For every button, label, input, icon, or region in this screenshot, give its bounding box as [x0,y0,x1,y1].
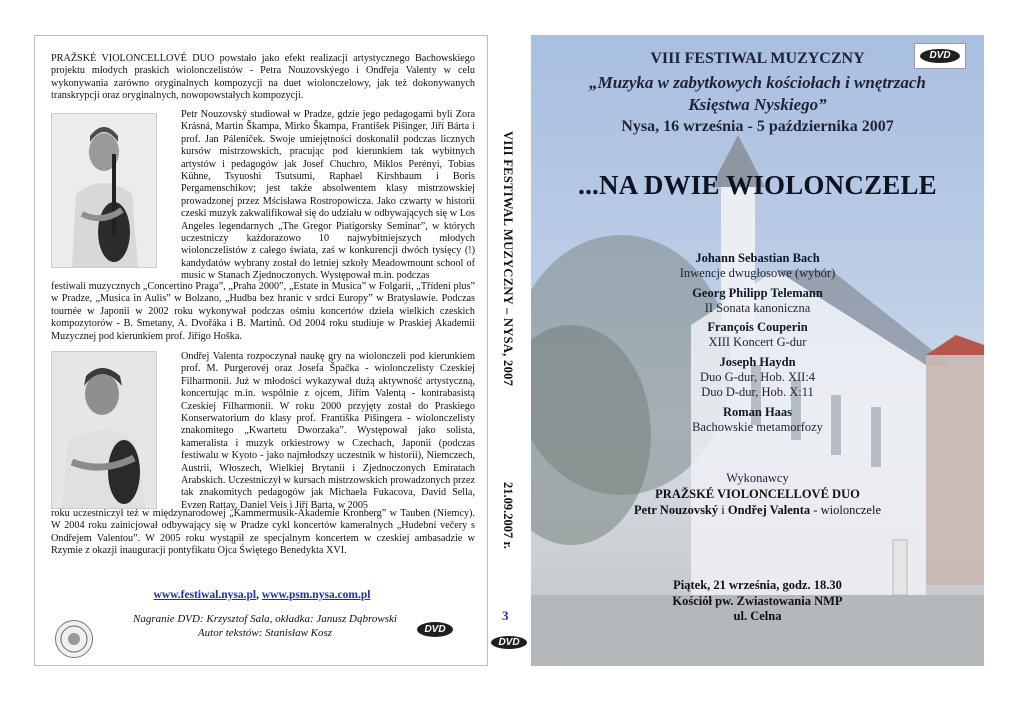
composer-name: François Couperin [707,320,808,334]
festival-subtitle [531,72,984,116]
spine-dvd-logo-icon: DVD [491,636,527,649]
bio-ondrej-valenta-continued: roku uczestniczył też w międzynarodowej „Kammermusik-Akademie Kronberg” w Tauben (Niemcy). W 2004 roku zainicjował odbywający się w Pradze cykl koncertów kameralnych „Hudební večery s Ondřejem Valentou”. W 2005 roku wystąpił ze specjalnym koncertem w czeskiej ambasadzie w Rzymie z okazji inauguracji pontyfikatu Ojca Świętego Benedykta XVI. [51,508,475,557]
work-title: Duo D-dur, Hob. X:11 [701,385,814,399]
spine [488,35,531,666]
performers-label: Wykonawcy [726,471,789,485]
ensemble-name: PRAŽSKÉ VIOLONCELLOVÉ DUO [655,487,860,501]
back-cover-panel [34,35,488,666]
festival-dates: Nysa, 16 września - 5 października 2007 [621,118,894,135]
work-title: Bachowskie metamorfozy [692,419,823,434]
concert-title: ...NA DWIE WIOLONCZELE [578,170,937,200]
performer-names [531,502,984,518]
front-cover [531,35,984,666]
program-item [531,319,984,351]
festival-title: VIII FESTIWAL MUZYCZNY [650,50,865,67]
festival-subtitle-line1: „Muzyka w zabytkowych kościołach i wnętrzach [589,73,926,92]
program-item [531,250,984,282]
spine-title: VIII FESTIWAL MUZYCZNY – NYSA, 2007 [501,131,515,387]
instrument-label: - wiolonczele [810,503,881,517]
bio-ondrej-valenta: Ondřej Valenta rozpoczynał naukę gry na wiolonczeli pod kierunkiem prof. M. Purgerovéj oraz Josefa Špačka - wiolonczelisty Czeskiej Filharmonii. Już w młodości wykazywał dużą aktywność artystyczną, koncertując m.in. wspólnie z ojcem, Jiřím Valentą - kontrabasistą Czeskiej Filharmonii. W roku 2000 przyjęty został do Praskiego Konserwatorium do klasy prof. Františka Pišingera - wiolonczelisty znakomitego „Kwartetu Dworzaka”. Występował jako solista, kameralista i muzyk orkiestrowy w Czechach, Japonii (podczas festiwalu w Kyoto - jako najmłodszy uczestnik w historii), Niemczech, Austrii, Włoszech, Wielkiej Brytanii i Zjednoczonych Emiratach Arabskich. Uczestniczył w kursach mistrzowskich prowadzonych przez tak znakomitych pedagogów jak Michaela Fukacova, David Sella, Evzen Rattay, Daniel Veis i Jiří Barta, w 2005 [181,351,475,511]
bio-petr-nouzovsky-continued: festiwali muzycznych „Concertino Praga”, „Praha 2000”, „Estate in Musica” w Folgarii, „Třídení plus” w Pradze, „Musica in Aulis” w Bolzano, „Hudba bez hranic v srdci Europy” w Bratysławie. Podczas tournée w Japonii w 2002 roku wykonywał podczas ośmiu koncertów dzieła wielkich czeskich kompozytorów - B. Smetany, A. Dvořáka i B. Martinů. Od 2004 roku studiuje w Praskiej Akademii Muzycznej pod kierunkiem prof. Jiřígo Hoška. [51,281,475,342]
performer-conjunction: i [718,503,728,517]
work-title: XIII Koncert G-dur [708,335,807,349]
school-website-link[interactable]: www.psm.nysa.com.pl [261,589,371,601]
composer-name: Roman Haas [722,404,793,419]
concert-info [531,578,984,625]
spine-date: 21.09.2007 r. [501,482,515,549]
credits [115,612,415,640]
photo-petr-nouzovsky [51,113,157,268]
intro-paragraph: PRAŽSKÉ VIOLONCELLOVÉ DUO powstało jako efekt realizacji artystycznego Bachowskiego projektu młodych praskich wiolonczelistów - Petra Nouzovskýego i Ondřeja Valenty w celu wykonywania zarówno oryginalnych kompozycji na duet wiolonczelowy, jak też dokonywanych transkrypcji oraz oryginalnych, nowopowstałych kompozycji. [51,53,475,102]
spine-number: 3 [502,608,509,623]
work-title: Duo G-dur, Hob. XII:4 [699,369,816,384]
credit-recording: Nagranie DVD: Krzysztof Sala, okładka: Janusz Dąbrowski [133,613,397,625]
link-separator: , [256,589,262,601]
performer-1: Petr Nouzovský [634,503,719,517]
bio-petr-nouzovsky: Petr Nouzovský studiował w Pradze, gdzie jego pedagogami byli Zora Krásná, Martin Škampa, Mirko Škampa, František Pišinger, Jiří Bárta i prof. Jan Páleníček. Swoje umiejętności doskonalił podczas licznych kursów mistrzowskich, pracując pod kierunkiem tak wybitnych artystów i pedagogów jak Josef Chuchro, Miklos Perényi, Tobias Kühne, Tsyuoshi Tsutsumi, Raphael Kirshbaum i Boris Pergamenschikov; jest także absolwentem klasy mistrzowskiej prowadzonej przez Mścisława Rostropowicza. Jako czwarty w historii czeski muzyk zakwalifikował się do udziału w odbywających się w Los Angeles legendarnych „The Gregor Piatigorsky Seminar”, w których uczestniczy każdorazowo 10 najwybitniejszych młodych wiolonczelistów z całego świata, zaś w konkurencji dwóch tysięcy (!) kandydatów wybrany został do letniej szkoły Meadowmount school of music w Stanach Zjednoczonych. Występował m.in. podczas [181,109,475,282]
cover-dvd-badge [914,43,966,69]
concert-venue: Kościół pw. Zwiastowania NMP [672,593,843,608]
program-item [531,285,984,317]
dvd-logo-icon: DVD [417,622,453,637]
work-title: II Sonata kanoniczna [704,300,811,315]
photo-ondrej-valenta [51,351,157,509]
credit-author: Autor tekstów: Stanisław Kosz [197,627,333,639]
composer-name: Georg Philipp Telemann [692,285,823,300]
composer-name: Joseph Haydn [719,354,796,369]
website-links [35,589,489,601]
festival-subtitle-line2: Księstwa Nyskiego” [688,95,827,114]
concert-street: ul. Celna [733,609,782,623]
composer-name: Johann Sebastian Bach [695,251,820,265]
cover-dvd-logo-icon: DVD [920,49,960,63]
school-seal-icon [55,620,93,658]
program-item [531,404,984,436]
work-title: Inwencje dwugłosowe (wybór) [679,266,836,280]
performer-2: Ondřej Valenta [727,503,811,517]
performers [531,470,984,518]
program-item [531,354,984,401]
festival-website-link[interactable]: www.festiwal.nysa.pl [153,589,257,601]
concert-date: Piątek, 21 września, godz. 18.30 [673,578,842,592]
program-list [531,247,984,435]
